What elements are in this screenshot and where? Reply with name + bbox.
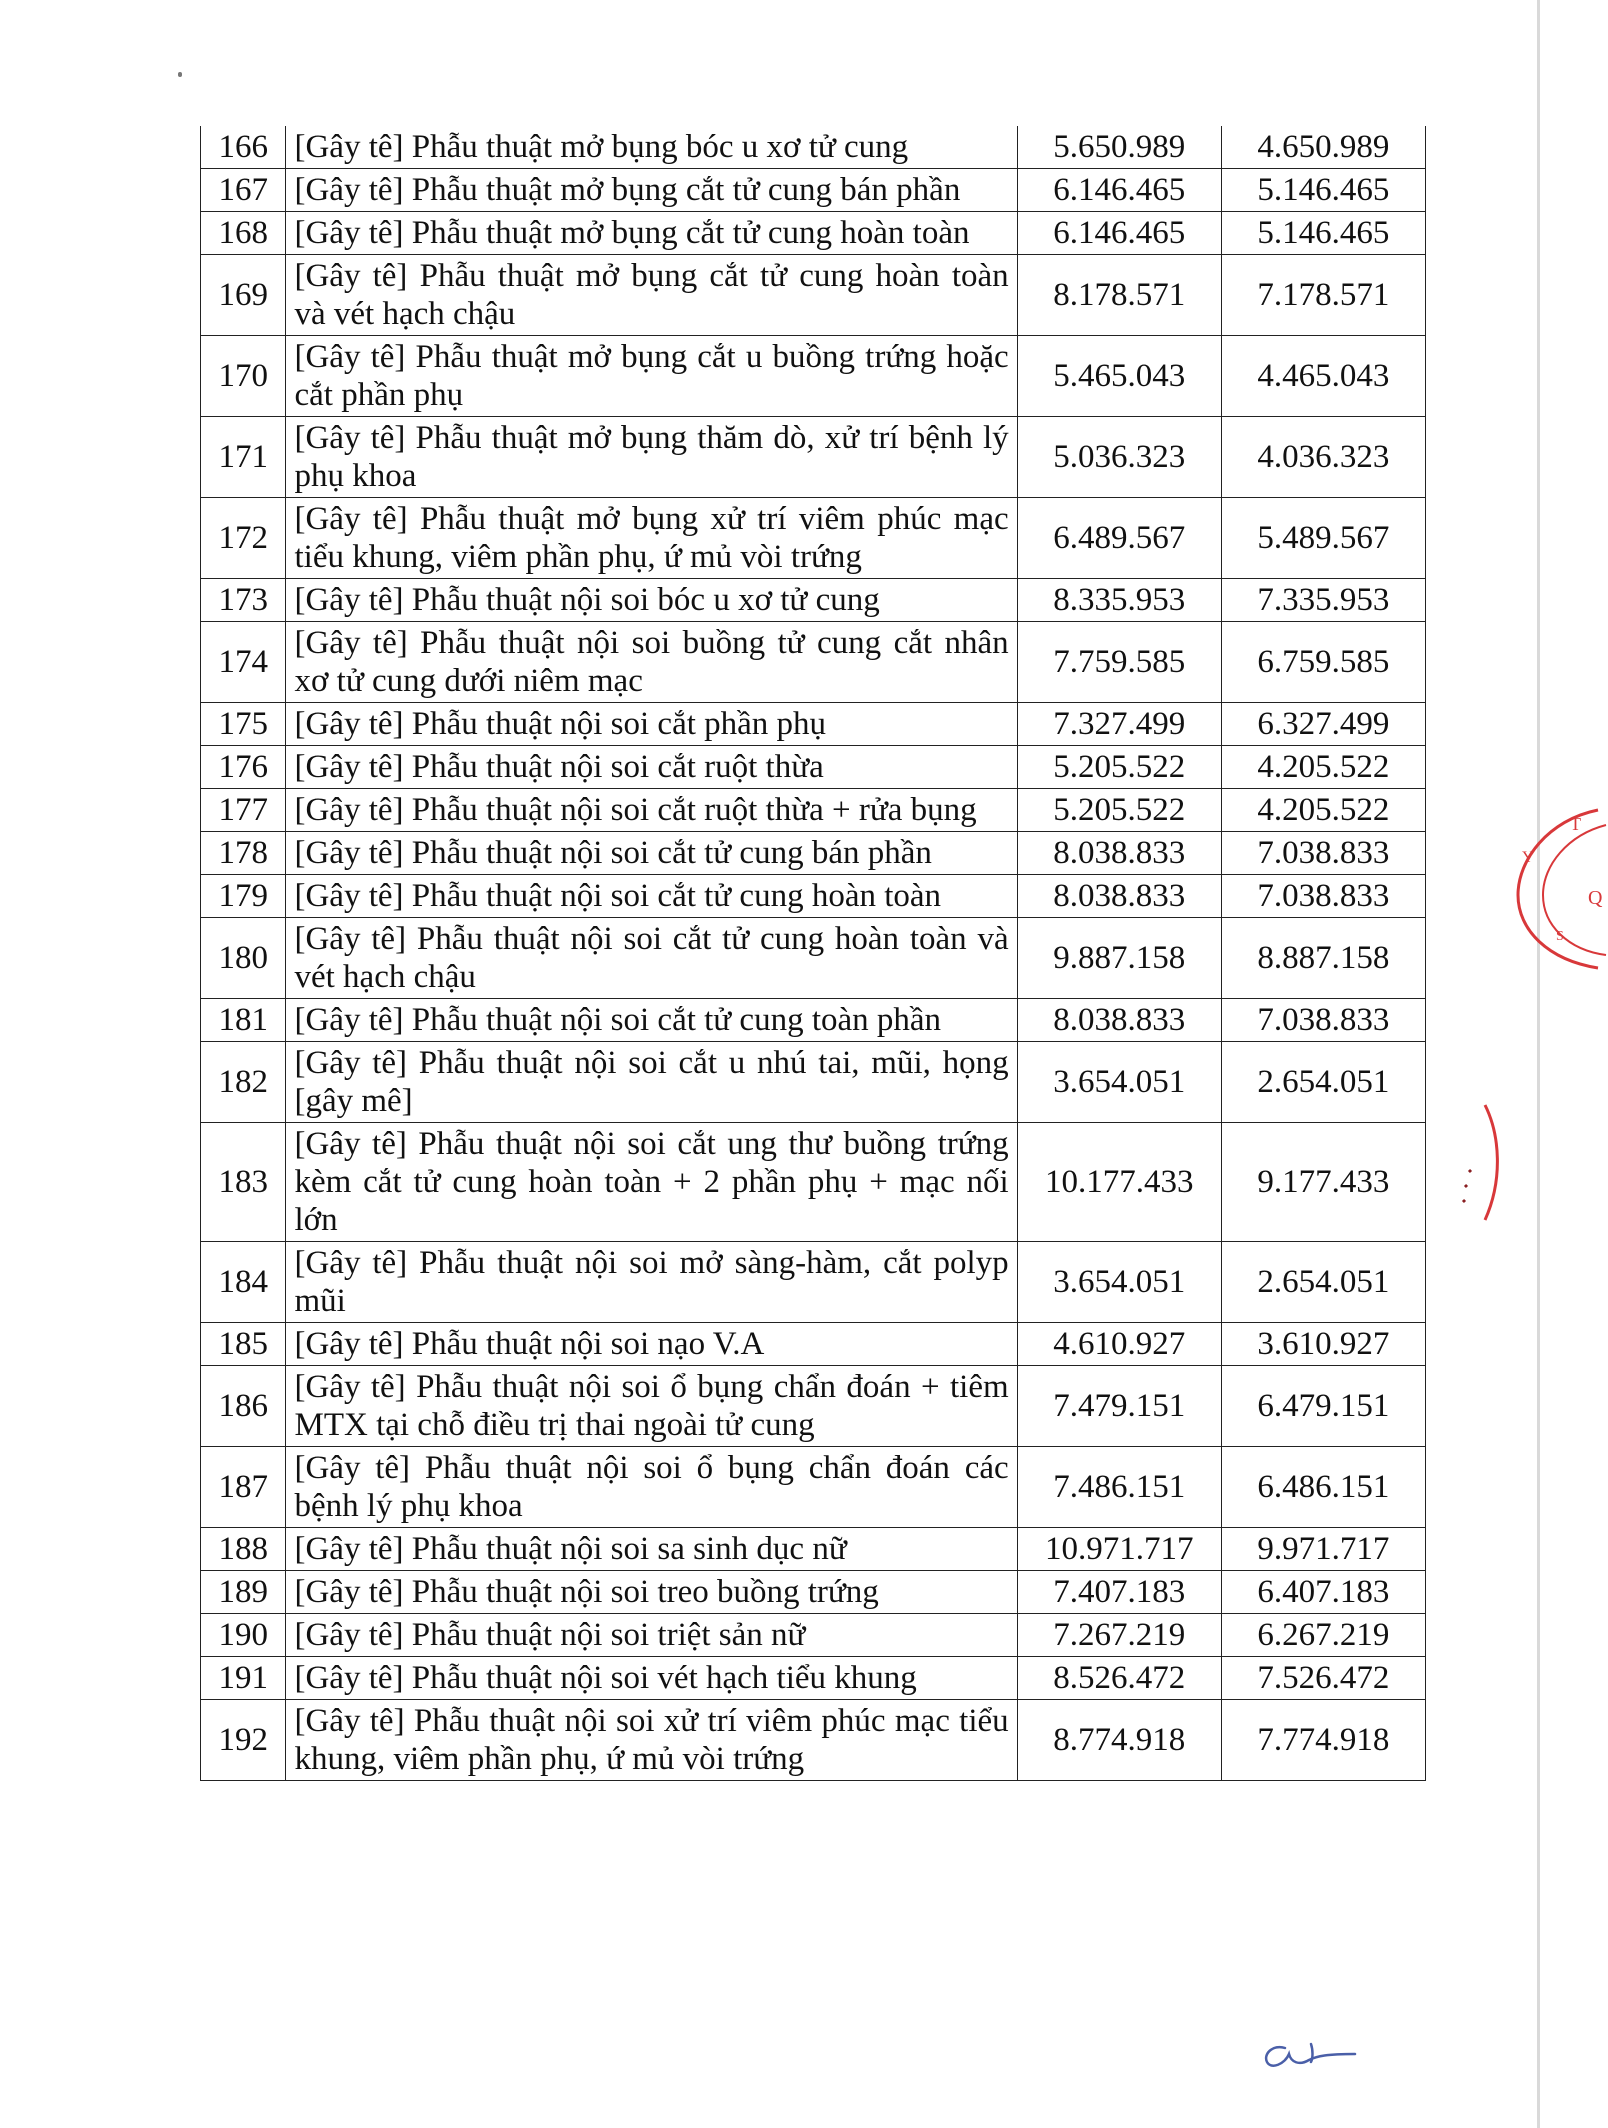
service-name: [Gây tê] Phẫu thuật mở bụng xử trí viêm phúc mạc tiểu khung, viêm phần phụ, ứ mủ vòi trứng bbox=[286, 498, 1017, 579]
price-column-1: 8.038.833 bbox=[1017, 999, 1221, 1042]
service-name: [Gây tê] Phẫu thuật nội soi cắt tử cung toàn phần bbox=[286, 999, 1017, 1042]
service-name: [Gây tê] Phẫu thuật mở bụng cắt tử cung hoàn toàn bbox=[286, 212, 1017, 255]
stamp-letter-q: Q bbox=[1588, 887, 1603, 909]
price-column-1: 7.479.151 bbox=[1017, 1366, 1221, 1447]
row-number: 190 bbox=[201, 1614, 286, 1657]
table-row bbox=[201, 789, 1426, 832]
price-column-1: 5.465.043 bbox=[1017, 336, 1221, 417]
price-table bbox=[200, 126, 1426, 1781]
price-column-2: 7.774.918 bbox=[1221, 1700, 1425, 1781]
price-column-1: 8.335.953 bbox=[1017, 579, 1221, 622]
service-name: [Gây tê] Phẫu thuật nội soi triệt sản nữ bbox=[286, 1614, 1017, 1657]
price-column-2: 2.654.051 bbox=[1221, 1042, 1425, 1123]
service-name: [Gây tê] Phẫu thuật nội soi sa sinh dục nữ bbox=[286, 1528, 1017, 1571]
service-name: [Gây tê] Phẫu thuật nội soi ổ bụng chẩn đoán các bệnh lý phụ khoa bbox=[286, 1447, 1017, 1528]
table-row bbox=[201, 1323, 1426, 1366]
service-name: [Gây tê] Phẫu thuật nội soi bóc u xơ tử cung bbox=[286, 579, 1017, 622]
table-row bbox=[201, 622, 1426, 703]
service-name: [Gây tê] Phẫu thuật nội soi nạo V.A bbox=[286, 1323, 1017, 1366]
row-number: 187 bbox=[201, 1447, 286, 1528]
row-number: 172 bbox=[201, 498, 286, 579]
row-number: 178 bbox=[201, 832, 286, 875]
table-row bbox=[201, 1123, 1426, 1242]
price-column-1: 5.036.323 bbox=[1017, 417, 1221, 498]
price-column-2: 5.146.465 bbox=[1221, 212, 1425, 255]
price-column-1: 10.971.717 bbox=[1017, 1528, 1221, 1571]
table-row bbox=[201, 126, 1426, 169]
table-row bbox=[201, 579, 1426, 622]
service-name: [Gây tê] Phẫu thuật mở bụng cắt tử cung hoàn toàn và vét hạch chậu bbox=[286, 255, 1017, 336]
row-number: 167 bbox=[201, 169, 286, 212]
price-column-1: 3.654.051 bbox=[1017, 1242, 1221, 1323]
row-number: 186 bbox=[201, 1366, 286, 1447]
service-name: [Gây tê] Phẫu thuật nội soi mở sàng-hàm, cắt polyp mũi bbox=[286, 1242, 1017, 1323]
service-name: [Gây tê] Phẫu thuật nội soi vét hạch tiểu khung bbox=[286, 1657, 1017, 1700]
service-name: [Gây tê] Phẫu thuật mở bụng thăm dò, xử trí bệnh lý phụ khoa bbox=[286, 417, 1017, 498]
initials-signature bbox=[1255, 2030, 1365, 2075]
price-column-1: 7.407.183 bbox=[1017, 1571, 1221, 1614]
row-number: 181 bbox=[201, 999, 286, 1042]
table-row bbox=[201, 1447, 1426, 1528]
price-column-2: 6.267.219 bbox=[1221, 1614, 1425, 1657]
row-number: 177 bbox=[201, 789, 286, 832]
price-column-2: 7.038.833 bbox=[1221, 875, 1425, 918]
price-column-1: 4.610.927 bbox=[1017, 1323, 1221, 1366]
table-row bbox=[201, 832, 1426, 875]
table-row bbox=[201, 703, 1426, 746]
price-column-1: 8.178.571 bbox=[1017, 255, 1221, 336]
price-column-2: 3.610.927 bbox=[1221, 1323, 1425, 1366]
price-column-1: 7.486.151 bbox=[1017, 1447, 1221, 1528]
table-row bbox=[201, 212, 1426, 255]
price-column-1: 8.774.918 bbox=[1017, 1700, 1221, 1781]
price-column-1: 7.327.499 bbox=[1017, 703, 1221, 746]
row-number: 170 bbox=[201, 336, 286, 417]
service-name: [Gây tê] Phẫu thuật mở bụng cắt tử cung bán phần bbox=[286, 169, 1017, 212]
stamp-letter-s: S bbox=[1556, 929, 1564, 944]
service-name: [Gây tê] Phẫu thuật nội soi cắt tử cung hoàn toàn và vét hạch chậu bbox=[286, 918, 1017, 999]
price-column-1: 7.759.585 bbox=[1017, 622, 1221, 703]
table-row bbox=[201, 1657, 1426, 1700]
price-column-2: 7.526.472 bbox=[1221, 1657, 1425, 1700]
row-number: 191 bbox=[201, 1657, 286, 1700]
price-column-2: 4.205.522 bbox=[1221, 789, 1425, 832]
service-name: [Gây tê] Phẫu thuật nội soi cắt ung thư buồng trứng kèm cắt tử cung hoàn toàn + 2 phần phụ + mạc nối lớn bbox=[286, 1123, 1017, 1242]
service-name: [Gây tê] Phẫu thuật nội soi cắt ruột thừa + rửa bụng bbox=[286, 789, 1017, 832]
table-row bbox=[201, 746, 1426, 789]
service-name: [Gây tê] Phẫu thuật nội soi buồng tử cung cắt nhân xơ tử cung dưới niêm mạc bbox=[286, 622, 1017, 703]
price-column-2: 4.650.989 bbox=[1221, 126, 1425, 169]
table-row bbox=[201, 1366, 1426, 1447]
price-column-1: 6.146.465 bbox=[1017, 212, 1221, 255]
table-row bbox=[201, 999, 1426, 1042]
table-row bbox=[201, 1528, 1426, 1571]
price-column-2: 8.887.158 bbox=[1221, 918, 1425, 999]
service-name: [Gây tê] Phẫu thuật nội soi cắt tử cung hoàn toàn bbox=[286, 875, 1017, 918]
table-row bbox=[201, 169, 1426, 212]
service-name: [Gây tê] Phẫu thuật nội soi ổ bụng chẩn đoán + tiêm MTX tại chỗ điều trị thai ngoài tử cung bbox=[286, 1366, 1017, 1447]
price-column-2: 4.465.043 bbox=[1221, 336, 1425, 417]
price-column-2: 5.146.465 bbox=[1221, 169, 1425, 212]
service-name: [Gây tê] Phẫu thuật mở bụng cắt u buồng trứng hoặc cắt phần phụ bbox=[286, 336, 1017, 417]
table-row bbox=[201, 1700, 1426, 1781]
service-name: [Gây tê] Phẫu thuật mở bụng bóc u xơ tử cung bbox=[286, 126, 1017, 169]
price-column-2: 7.335.953 bbox=[1221, 579, 1425, 622]
row-number: 180 bbox=[201, 918, 286, 999]
row-number: 183 bbox=[201, 1123, 286, 1242]
price-column-2: 7.038.833 bbox=[1221, 999, 1425, 1042]
row-number: 189 bbox=[201, 1571, 286, 1614]
price-column-2: 9.971.717 bbox=[1221, 1528, 1425, 1571]
price-column-1: 9.887.158 bbox=[1017, 918, 1221, 999]
price-column-2: 2.654.051 bbox=[1221, 1242, 1425, 1323]
price-column-1: 7.267.219 bbox=[1017, 1614, 1221, 1657]
price-column-1: 6.489.567 bbox=[1017, 498, 1221, 579]
price-column-1: 10.177.433 bbox=[1017, 1123, 1221, 1242]
price-column-2: 6.479.151 bbox=[1221, 1366, 1425, 1447]
table-row bbox=[201, 1571, 1426, 1614]
price-column-2: 6.407.183 bbox=[1221, 1571, 1425, 1614]
price-column-2: 6.759.585 bbox=[1221, 622, 1425, 703]
price-table-body bbox=[201, 126, 1426, 1781]
stamp-letter-t: T bbox=[1570, 814, 1581, 834]
service-name: [Gây tê] Phẫu thuật nội soi cắt phần phụ bbox=[286, 703, 1017, 746]
row-number: 174 bbox=[201, 622, 286, 703]
price-column-1: 5.205.522 bbox=[1017, 789, 1221, 832]
price-column-1: 3.654.051 bbox=[1017, 1042, 1221, 1123]
row-number: 192 bbox=[201, 1700, 286, 1781]
price-column-1: 5.205.522 bbox=[1017, 746, 1221, 789]
price-column-1: 8.526.472 bbox=[1017, 1657, 1221, 1700]
price-column-2: 7.178.571 bbox=[1221, 255, 1425, 336]
price-column-1: 8.038.833 bbox=[1017, 875, 1221, 918]
service-name: [Gây tê] Phẫu thuật nội soi cắt u nhú tai, mũi, họng [gây mê] bbox=[286, 1042, 1017, 1123]
red-seal-stamp bbox=[1478, 790, 1608, 980]
table-row bbox=[201, 498, 1426, 579]
row-number: 175 bbox=[201, 703, 286, 746]
row-number: 169 bbox=[201, 255, 286, 336]
price-column-2: 7.038.833 bbox=[1221, 832, 1425, 875]
stamp-edge-mark bbox=[1455, 1100, 1515, 1230]
row-number: 184 bbox=[201, 1242, 286, 1323]
price-column-2: 5.489.567 bbox=[1221, 498, 1425, 579]
price-column-1: 8.038.833 bbox=[1017, 832, 1221, 875]
table-row bbox=[201, 918, 1426, 999]
table-row bbox=[201, 417, 1426, 498]
scan-speck bbox=[178, 72, 182, 77]
row-number: 188 bbox=[201, 1528, 286, 1571]
table-row bbox=[201, 1242, 1426, 1323]
stamp-letter-y: Y bbox=[1522, 849, 1534, 866]
row-number: 185 bbox=[201, 1323, 286, 1366]
table-row bbox=[201, 255, 1426, 336]
row-number: 176 bbox=[201, 746, 286, 789]
service-name: [Gây tê] Phẫu thuật nội soi treo buồng trứng bbox=[286, 1571, 1017, 1614]
price-column-1: 5.650.989 bbox=[1017, 126, 1221, 169]
row-number: 171 bbox=[201, 417, 286, 498]
price-column-2: 4.036.323 bbox=[1221, 417, 1425, 498]
table-row bbox=[201, 875, 1426, 918]
price-column-2: 6.327.499 bbox=[1221, 703, 1425, 746]
price-column-2: 9.177.433 bbox=[1221, 1123, 1425, 1242]
row-number: 173 bbox=[201, 579, 286, 622]
row-number: 166 bbox=[201, 126, 286, 169]
price-column-2: 6.486.151 bbox=[1221, 1447, 1425, 1528]
page-edge bbox=[1537, 0, 1540, 2128]
service-name: [Gây tê] Phẫu thuật nội soi xử trí viêm phúc mạc tiểu khung, viêm phần phụ, ứ mủ vòi trứng bbox=[286, 1700, 1017, 1781]
table-row bbox=[201, 1042, 1426, 1123]
table-row bbox=[201, 1614, 1426, 1657]
price-column-1: 6.146.465 bbox=[1017, 169, 1221, 212]
row-number: 179 bbox=[201, 875, 286, 918]
service-name: [Gây tê] Phẫu thuật nội soi cắt tử cung bán phần bbox=[286, 832, 1017, 875]
row-number: 182 bbox=[201, 1042, 286, 1123]
service-name: [Gây tê] Phẫu thuật nội soi cắt ruột thừa bbox=[286, 746, 1017, 789]
table-row bbox=[201, 336, 1426, 417]
price-column-2: 4.205.522 bbox=[1221, 746, 1425, 789]
row-number: 168 bbox=[201, 212, 286, 255]
